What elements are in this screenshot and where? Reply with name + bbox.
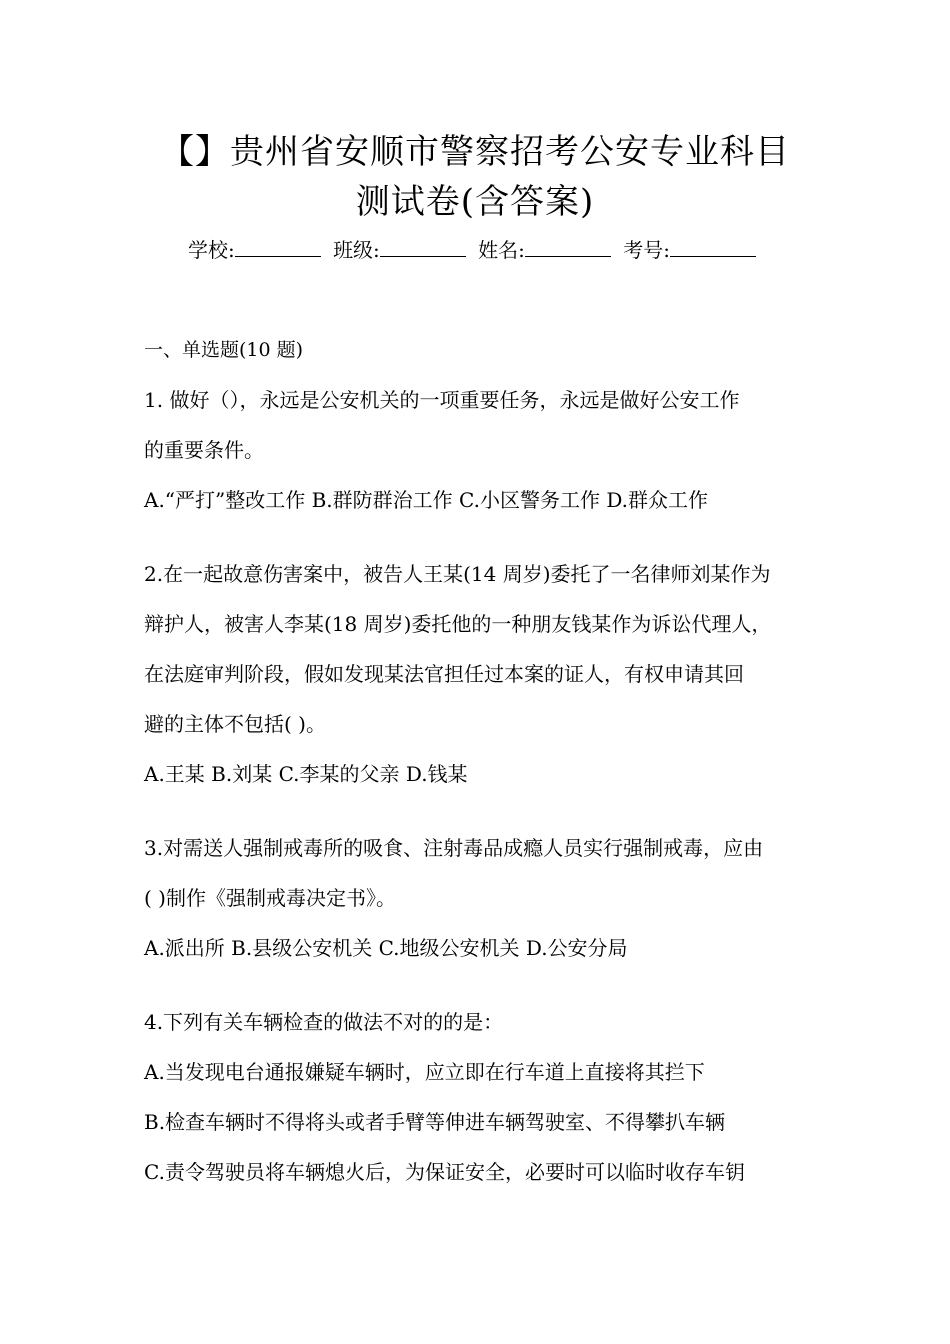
question-3-line-1: 3.对需送人强制戒毒所的吸食、注射毒品成瘾人员实行强制戒毒，应由 — [144, 836, 764, 860]
question-1-line-2: 的重要条件。 — [144, 438, 264, 462]
question-4-option-a: A.当发现电台通报嫌疑车辆时，应立即在行车道上直接将其拦下 — [144, 1060, 705, 1084]
student-info-line — [0, 236, 950, 264]
question-4-option-c: C.责令驾驶员将车辆熄火后，为保证安全，必要时可以临时收存车钥 — [144, 1160, 745, 1184]
section-heading: 一、单选题(10 题) — [144, 339, 304, 361]
question-4-line-1: 4.下列有关车辆检查的做法不对的的是： — [144, 1010, 504, 1034]
class-blank — [380, 236, 466, 257]
question-3-line-2: ( )制作《强制戒毒决定书》。 — [144, 886, 396, 910]
number-blank — [670, 236, 756, 257]
number-label: 考号: — [623, 238, 671, 262]
page-title-line-1: 【】贵州省安顺市警察招考公安专业科目 — [160, 132, 790, 172]
name-label: 姓名: — [478, 238, 525, 262]
school-label: 学校: — [187, 238, 235, 262]
class-label: 班级: — [333, 238, 380, 262]
name-blank — [525, 236, 611, 257]
page-title-line-2: 测试卷(含答案) — [355, 182, 595, 222]
question-4-option-b: B.检查车辆时不得将头或者手臂等伸进车辆驾驶室、不得攀扒车辆 — [144, 1110, 726, 1134]
question-2-line-4: 避的主体不包括( )。 — [144, 712, 326, 736]
question-2-line-1: 2.在一起故意伤害案中，被告人王某(14 周岁)委托了一名律师刘某作为 — [144, 562, 771, 586]
school-blank — [235, 236, 321, 257]
question-3-options: A.派出所 B.县级公安机关 C.地级公安机关 D.公安分局 — [144, 936, 628, 960]
question-2-options: A.王某 B.刘某 C.李某的父亲 D.钱某 — [144, 762, 468, 786]
question-1-line-1: 1. 做好（），永远是公安机关的一项重要任务，永远是做好公安工作 — [144, 388, 740, 412]
question-2-line-2: 辩护人，被害人李某(18 周岁)委托他的一种朋友钱某作为诉讼代理人， — [144, 612, 772, 636]
question-1-options: A.“严打”整改工作 B.群防群治工作 C.小区警务工作 D.群众工作 — [144, 488, 709, 512]
question-2-line-3: 在法庭审判阶段，假如发现某法官担任过本案的证人，有权申请其回 — [144, 662, 744, 686]
